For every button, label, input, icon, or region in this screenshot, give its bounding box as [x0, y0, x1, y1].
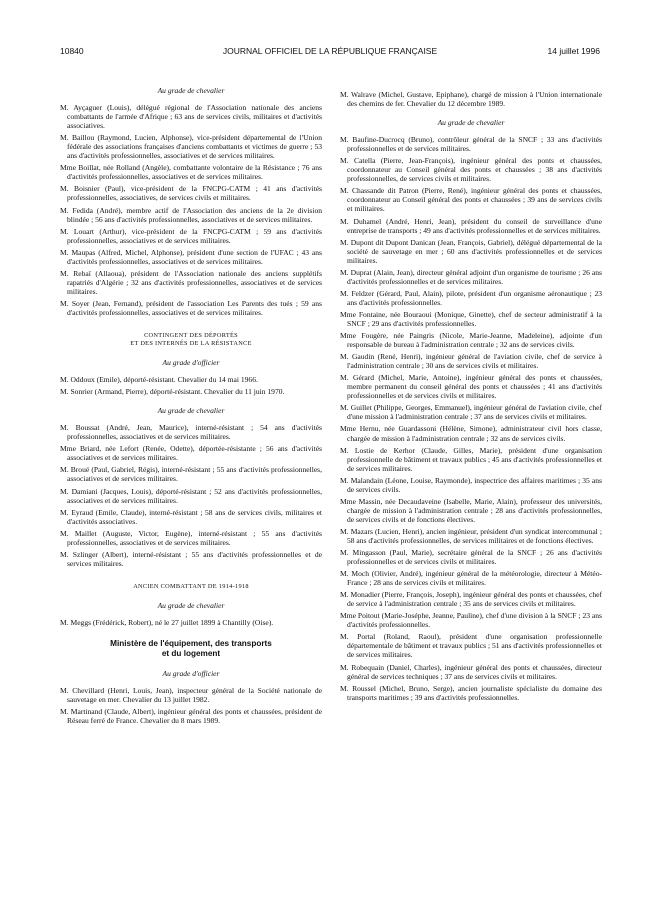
- nomination-entry: M. Meggs (Frédérick, Robert), né le 27 juillet 1899 à Chantilly (Oise).: [60, 617, 274, 627]
- ministry-heading: [60, 639, 322, 659]
- nomination-entry: M. Feldzer (Gérard, Paul, Alain), pilote, président d'un organisme aéronautique ; 23 ans d'activités professionnelles.: [340, 288, 602, 307]
- nomination-entry: M. Eyraud (Emile, Claude), interné-résistant ; 58 ans de services civils, militaires et d'activités associatives.: [60, 507, 322, 526]
- nomination-entry: M. Mingasson (Paul, Marie), secrétaire général de la SNCF ; 26 ans d'activités professionnelles et de services civils et militaires.: [340, 548, 602, 567]
- nomination-entry: M. Fedida (André), membre actif de l'Association des anciens de la 2e division blindée ; 56 ans d'activités professionnelles, associatives et de services militaires.: [60, 205, 322, 224]
- nomination-entry: Mme Hernu, née Guardassoni (Hélène, Simone), administrateur civil hors classe, chargée de mission à l'administration centrale ; 32 ans de services civils.: [340, 424, 602, 443]
- grade-heading: Au grade de chevalier: [157, 600, 225, 610]
- grade-heading: Au grade de chevalier: [437, 118, 505, 128]
- contingent-line: ET DES INTERNÉS DE LA RÉSISTANCE: [130, 340, 252, 348]
- nomination-entry: M. Duprat (Alain, Jean), directeur général adjoint d'un organisme de tourisme ; 26 ans d'activités professionnelles et de services militaires.: [340, 267, 602, 286]
- nomination-list: [60, 618, 322, 627]
- nomination-entry: M. Damiani (Jacques, Louis), déporté-résistant ; 52 ans d'activités professionnelles, associatives et de services militaires.: [60, 486, 322, 505]
- page-header: [60, 46, 600, 60]
- issue-date: 14 juillet 1996: [547, 46, 600, 56]
- page-number: 10840: [60, 46, 84, 56]
- nomination-entry: M. Gérard (Michel, Marie, Antoine), ingénieur général des ponts et chaussées, membre permanent du conseil général des ponts et chaussées ; 41 ans d'activités professionnelles et de services civils et militaires.: [340, 373, 602, 401]
- ancien-combattant-heading: ANCIEN COMBATTANT DE 1914-1918: [133, 582, 249, 590]
- nomination-list: [340, 90, 602, 108]
- nomination-entry: M. Broué (Paul, Gabriel, Régis), interné-résistant ; 55 ans d'activités professionnelles, associatives et de services militaires.: [60, 465, 322, 484]
- grade-heading: Au grade de chevalier: [157, 406, 225, 416]
- nomination-entry: M. Boisnier (Paul), vice-président de la FNCPG-CATM ; 41 ans d'activités professionnelles, associatives, de services civils et militaires.: [60, 184, 322, 203]
- right-column: [340, 70, 602, 705]
- journal-title: JOURNAL OFFICIEL DE LA RÉPUBLIQUE FRANÇAISE: [222, 46, 438, 56]
- nomination-entry: M. Duhamel (André, Henri, Jean), président du conseil de surveillance d'une entreprise de transports ; 49 ans d'activités professionnelles et de services militaires.: [340, 216, 602, 235]
- nomination-entry: M. Guillet (Philippe, Georges, Emmanuel), ingénieur général de l'aviation civile, chef d'une mission à l'administration centrale ; 37 ans de services civils et militaires.: [340, 403, 602, 422]
- grade-heading: Au grade d'officier: [162, 668, 220, 678]
- nomination-entry: M. Moch (Olivier, André), ingénieur général de la météorologie, directeur à Météo-France ; 28 ans de services civils et militaires.: [340, 569, 602, 588]
- nomination-entry: Mme Massin, née Decaudaveine (Isabelle, Marie, Alain), professeur des universités, chargée de mission à l'administration centrale ; 28 ans d'activités professionnelles, de services civils et de fonctions électives.: [340, 496, 602, 524]
- nomination-entry: M. Louart (Arthur), vice-président de la FNCPG-CATM ; 59 ans d'activités professionnelles, associatives et de services militaires.: [60, 226, 322, 245]
- nomination-list: [340, 135, 602, 702]
- nomination-list: [60, 686, 322, 725]
- nomination-entry: M. Robequain (Daniel, Charles), ingénieur général des ponts et chaussées, directeur général de services techniques ; 37 ans de services civils et militaires.: [340, 662, 602, 681]
- nomination-list: [60, 103, 322, 317]
- nomination-entry: M. Martinand (Claude, Albert), ingénieur général des ponts et chaussées, président de Réseau ferré de France. Chevalier du 8 mars 1989.: [60, 707, 322, 726]
- nomination-entry: M. Walrave (Michel, Gustave, Epiphane), chargé de mission à l'Union internationale des chemins de fer. Chevalier du 12 décembre 1989.: [340, 90, 602, 109]
- nomination-entry: Mme Fougère, née Paingris (Nicole, Marie-Jeanne, Madeleine), adjointe d'un responsable de bureau à l'administration centrale ; 32 ans de services civils.: [340, 331, 602, 350]
- nomination-entry: M. Szlinger (Albert), interné-résistant ; 55 ans d'activités professionnelles et de services militaires.: [60, 549, 322, 568]
- nomination-entry: Mme Poitout (Marie-Joséphe, Jeanne, Pauline), chef d'une division à la SNCF ; 23 ans d'activités professionnelles.: [340, 611, 602, 630]
- nomination-entry: M. Gaudin (René, Henri), ingénieur général de l'aviation civile, chef de service à l'administration centrale ; 30 ans de services civils et militaires.: [340, 352, 602, 371]
- grade-heading: Au grade d'officier: [162, 358, 220, 368]
- nomination-entry: M. Ayçaguer (Louis), délégué régional de l'Association nationale des anciens combattants de l'armée d'Afrique ; 63 ans de services civils, militaires et d'activités associatives.: [60, 103, 322, 131]
- nomination-entry: Mme Fontaine, née Bouraoui (Monique, Ginette), chef de secteur administratif à la SNCF ; 29 ans d'activités professionnelles.: [340, 309, 602, 328]
- nomination-entry: M. Catella (Pierre, Jean-François), ingénieur général des ponts et chaussées, coordonnateur au Conseil général des ponts et chaussées ; 38 ans d'activités professionnelles, de services civils et militaires.: [340, 156, 602, 184]
- nomination-entry: M. Baufine-Ducrocq (Bruno), contrôleur général de la SNCF ; 33 ans d'activités professionnelles et de services militaires.: [340, 135, 602, 154]
- nomination-entry: M. Monadier (Pierre, François, Joseph), ingénieur général des ponts et chaussées, chef de service à l'administration centrale ; 35 ans de services civils et militaires.: [340, 590, 602, 609]
- nomination-list: [60, 423, 322, 568]
- nomination-entry: M. Soyer (Jean, Fernand), président de l'association Les Parents des tués ; 59 ans d'activités professionnelles, associatives et de services militaires.: [60, 298, 322, 317]
- contingent-heading: [60, 332, 322, 348]
- nomination-entry: M. Malandain (Léone, Louise, Raymonde), inspectrice des affaires maritimes ; 35 ans de services civils.: [340, 475, 602, 494]
- nomination-entry: M. Oddoux (Emile), déporté-résistant. Chevalier du 14 mai 1966.: [60, 375, 258, 385]
- nomination-entry: M. Maillet (Auguste, Victor, Eugène), interné-résistant ; 55 ans d'activités professionnelles, associatives et de services militaires.: [60, 528, 322, 547]
- nomination-entry: M. Roussel (Michel, Bruno, Serge), ancien journaliste spécialiste du domaine des transports maritimes ; 39 ans d'activités professionnelles.: [340, 683, 602, 702]
- nomination-entry: M. Chevillard (Henri, Louis, Jean), inspecteur général de la Société nationale de sauvetage en mer. Chevalier du 13 juillet 1982.: [60, 686, 322, 705]
- left-column: [60, 70, 322, 728]
- nomination-entry: M. Boussat (André, Jean, Maurice), interné-résistant ; 54 ans d'activités professionnelles, associatives et de services militaires.: [60, 423, 322, 442]
- grade-heading: Au grade de chevalier: [157, 86, 225, 95]
- nomination-entry: M. Mazars (Lucien, Henri), ancien ingénieur, président d'un syndicat intercommunal ; 58 ans d'activités professionnelles, de services militaires et de fonctions électives.: [340, 526, 602, 545]
- nomination-entry: Mme Boillat, née Rolland (Angèle), combattante volontaire de la Résistance ; 76 ans d'activités professionnelles, associatives et de services militaires.: [60, 163, 322, 182]
- nomination-entry: M. Lostie de Kerhor (Claude, Gilles, Marie), président d'une organisation professionnelle de bâtiment et travaux publics ; 45 ans d'activités professionnelles et de services militaires.: [340, 445, 602, 473]
- nomination-entry: M. Rebaï (Allaoua), président de l'Association nationale des anciens supplétifs rapatriés d'Algérie ; 32 ans d'activités professionnelles, associatives et de services militaires.: [60, 268, 322, 296]
- ministry-line: Ministère de l'équipement, des transports: [110, 638, 272, 648]
- nomination-entry: M. Chassande dit Patron (Pierre, René), ingénieur général des ponts et chaussées, coordonnateur au Conseil général des ponts et chaussées ; 39 ans de services civils et militaires.: [340, 186, 602, 214]
- nomination-entry: Mme Briard, née Lefort (Renée, Odette), déportée-résistante ; 56 ans d'activités associatives et de services militaires.: [60, 444, 322, 463]
- nomination-entry: M. Maupas (Alfred, Michel, Alphonse), président d'une section de l'UFAC ; 43 ans d'activités professionnelles, associatives et de services militaires.: [60, 247, 322, 266]
- nomination-entry: M. Baillou (Raymond, Lucien, Alphonse), vice-président départemental de l'Union fédérale des associations françaises d'anciens combattants et victimes de guerre ; 53 ans d'activités professionnelles, associatives et de services militaires.: [60, 133, 322, 161]
- nomination-list: [60, 375, 322, 396]
- nomination-entry: M. Sonrier (Armand, Pierre), déporté-résistant. Chevalier du 11 juin 1970.: [60, 387, 285, 397]
- nomination-entry: M. Dupont dit Dupont Danican (Jean, François, Gabriel), délégué départemental de la société de sauvetage en mer ; 60 ans d'activités professionnelles et de services militaires.: [340, 237, 602, 265]
- ministry-line: et du logement: [161, 648, 221, 658]
- nomination-entry: M. Portal (Roland, Raoul), président d'une organisation professionnelle départementale de bâtiment et travaux publics ; 51 ans d'activités professionnelles et de services militaires.: [340, 632, 602, 660]
- contingent-line: CONTINGENT DES DÉPORTÉS: [144, 332, 238, 340]
